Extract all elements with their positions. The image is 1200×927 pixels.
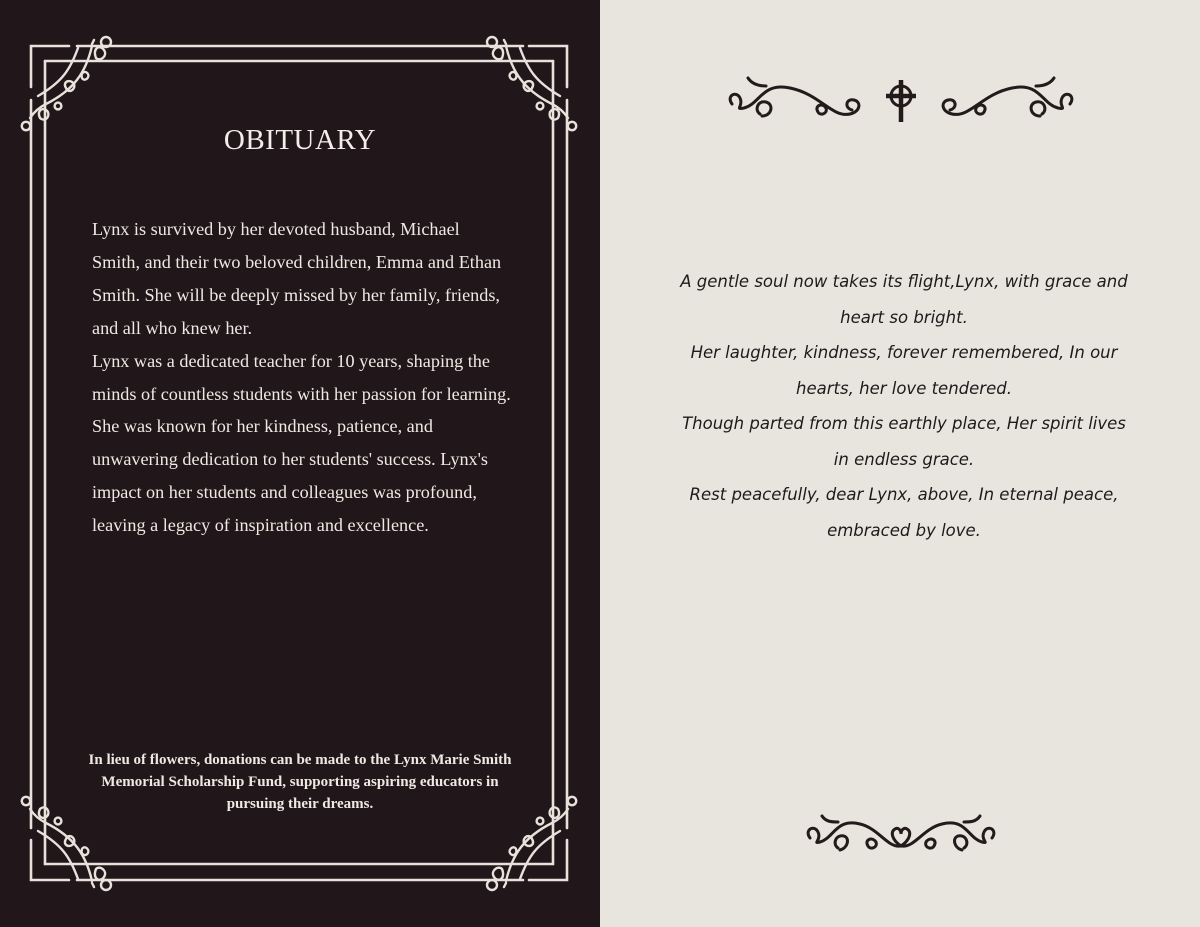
obituary-body [92,213,512,542]
scroll-flourish-cross-icon [720,74,1082,126]
corner-flourish-top-left [22,37,111,130]
corner-flourish-top-right [487,37,576,130]
poem-stanza: Though parted from this earthly place, Her spirit lives in endless grace. [682,414,1126,469]
scroll-flourish-heart-icon [798,812,1004,858]
page-title: OBITUARY [223,124,377,156]
donation-note: In lieu of flowers, donations can be made to the Lynx Marie Smith Memorial Scholarship Fund, supporting aspiring educators in pursuing their dreams. [88,752,512,812]
obituary-paragraph-family: Lynx is survived by her devoted husband, Michael Smith, and their two beloved children, Emma and Ethan Smith. She will be deeply missed by her family, friends, and all who knew her. [92,219,502,338]
celtic-cross-icon [886,80,916,122]
poem-stanza: Rest peacefully, dear Lynx, above, In eternal peace, embraced by love. [689,485,1119,540]
heart-icon [892,828,909,846]
poem-stanza: A gentle soul now takes its flight,Lynx, with grace and heart so bright. [680,272,1128,327]
poem-stanza: Her laughter, kindness, forever remembered, In our hearts, her love tendered. [690,343,1118,398]
memorial-poem [672,264,1136,548]
obituary-paragraph-career: Lynx was a dedicated teacher for 10 years, shaping the minds of countless students with her passion for learning. She was known for her kindness, patience, and unwavering dedication to her students' success. Lynx's impact on her students and colleagues was profound, leaving a legacy of inspiration and excellence. [92,350,511,536]
